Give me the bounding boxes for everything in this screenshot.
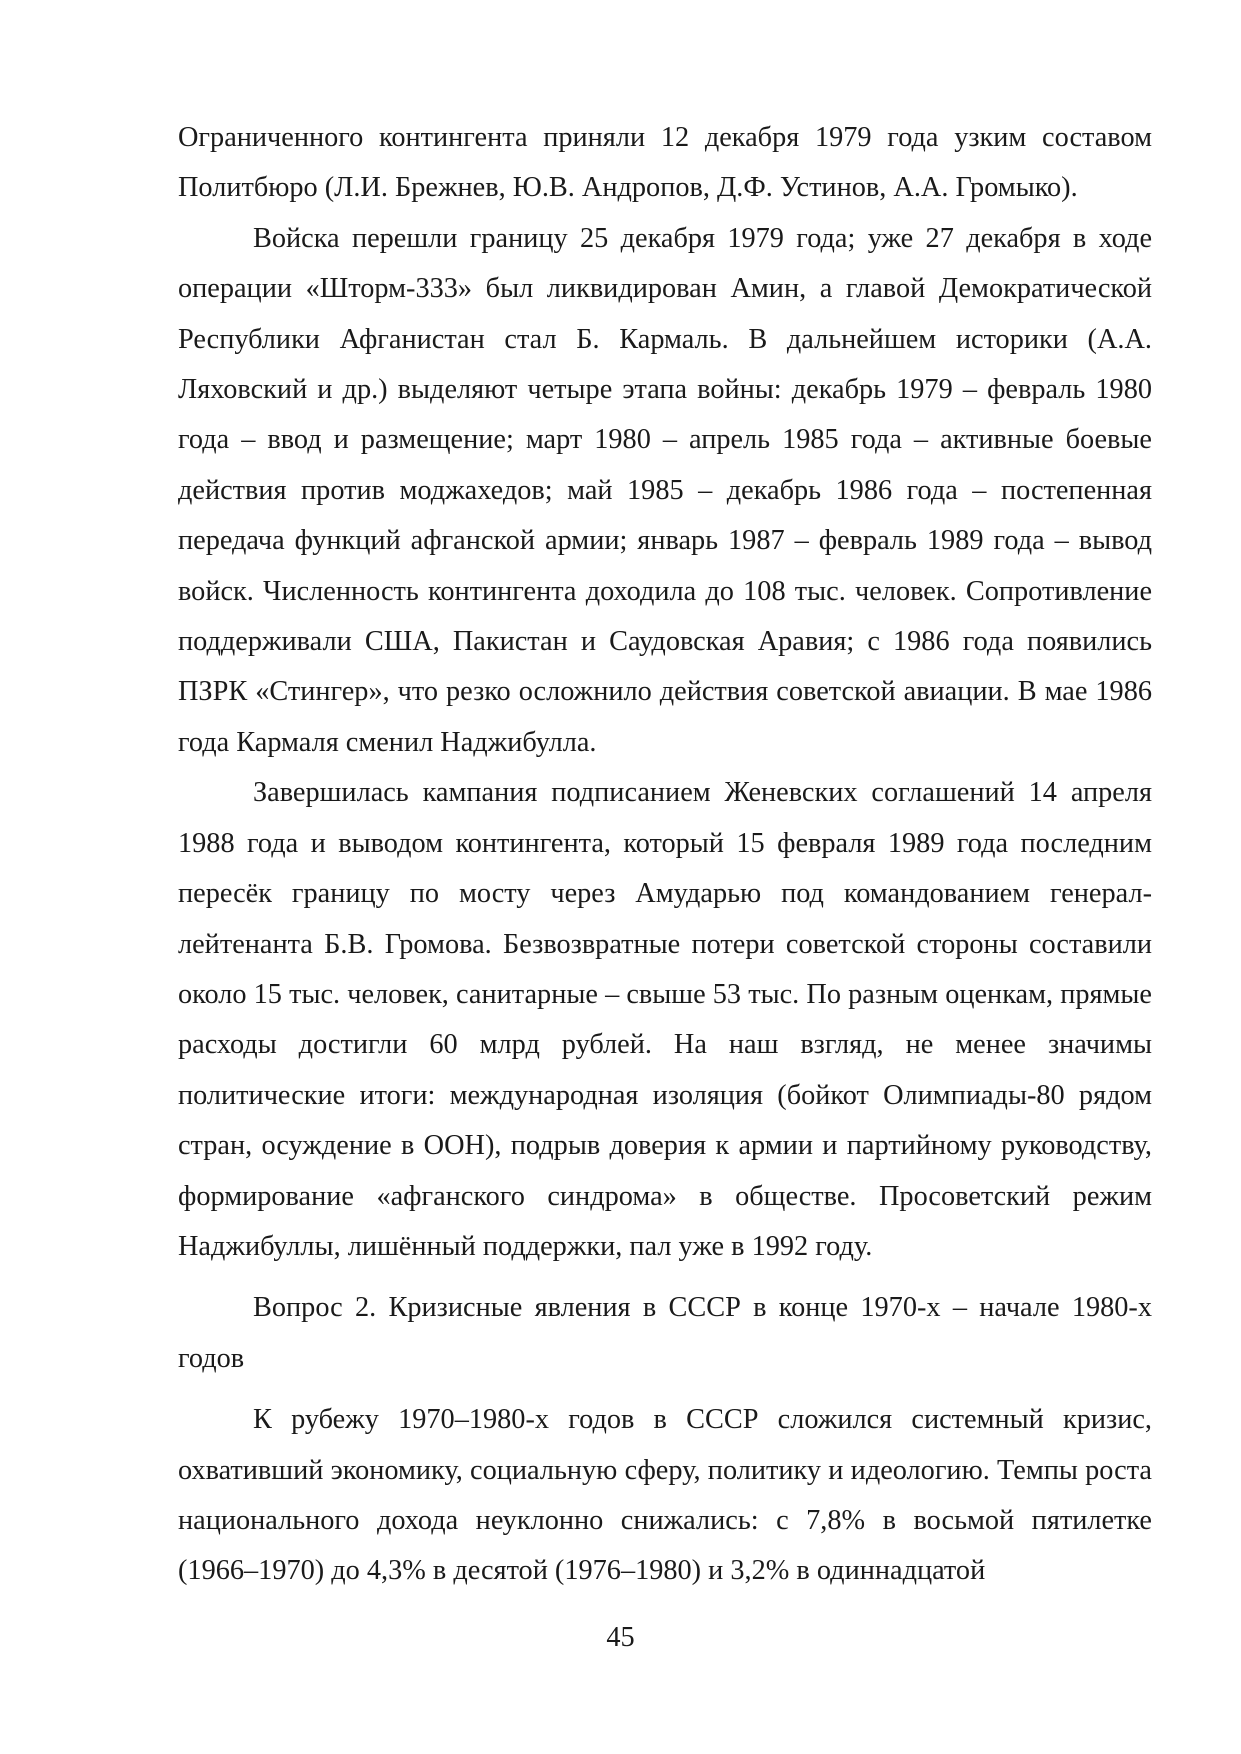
section-heading: Вопрос 2. Кризисные явления в СССР в конце 1970-х – начале 1980-х годов [178,1292,1152,1374]
document-page [178,113,1152,1597]
paragraph-withdrawal-results: Завершилась кампания подписанием Женевских соглашений 14 апреля 1988 года и выводом контингента, который 15 февраля 1989 года последним пересёк границу по мосту через Амударью под командованием генерал-лейтенанта Б.В. Громова. Безвозвратные потери советской стороны составили около 15 тыс. человек, санитарные – свыше 53 тыс. По разным оценкам, прямые расходы достигли 60 млрд рублей. На наш взгляд, не менее значимы политические итоги: международная изоляция (бойкот Олимпиады-80 рядом стран, осуждение в ООН), подрыв доверия к армии и партийному руководству, формирование «афганского синдрома» в обществе. Просоветский режим Наджибуллы, лишённый поддержки, пал уже в 1992 году. [178,777,1152,1262]
paragraph-crisis-intro: К рубежу 1970–1980-х годов в СССР сложился системный кризис, охвативший экономику, социальную сферу, политику и идеологию. Темпы роста национального дохода неуклонно снижались: с 7,8% в восьмой пятилетке (1966–1970) до 4,3% в десятой (1976–1980) и 3,2% в одиннадцатой [178,1404,1152,1587]
paragraph-continuation: Ограниченного контингента приняли 12 декабря 1979 года узким составом Политбюро (Л.И. Брежнев, Ю.В. Андропов, Д.Ф. Устинов, А.А. Громыко). [178,122,1152,204]
page-number: 45 [606,1622,635,1653]
paragraph-afghan-war-stages: Войска перешли границу 25 декабря 1979 года; уже 27 декабря в ходе операции «Шторм-333» был ликвидирован Амин, а главой Демократической Республики Афганистан стал Б. Кармаль. В дальнейшем историки (А.А. Ляховский и др.) выделяют четыре этапа войны: декабрь 1979 – февраль 1980 года – ввод и размещение; март 1980 – апрель 1985 года – активные боевые действия против моджахедов; май 1985 – декабрь 1986 года – постепенная передача функций афганской армии; январь 1987 – февраль 1989 года – вывод войск. Численность контингента доходила до 108 тыс. человек. Сопротивление поддерживали США, Пакистан и Саудовская Аравия; с 1986 года появились ПЗРК «Стингер», что резко осложнило действия советской авиации. В мае 1986 года Кармаля сменил Наджибулла. [178,222,1152,758]
